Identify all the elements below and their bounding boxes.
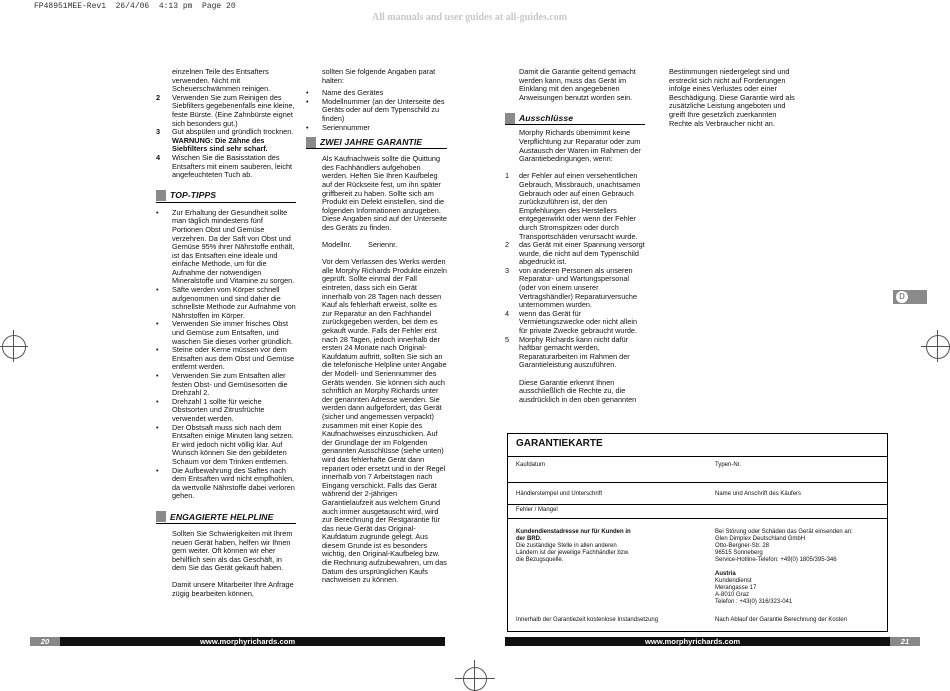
item-number: 3 [505,265,510,275]
page-number-right: 21 [890,637,920,646]
step-text: Gut abspülen und gründlich trocknen. [172,127,294,137]
footer-bar-right [505,637,890,646]
at-line: Merangasse 17 [715,585,757,591]
column-4 [669,68,799,128]
footer-bar-left [60,637,445,646]
exclusion-item: wenn das Gerät für Vermietungszwecke oder nicht allein für private Zwecke gebraucht wurde. [519,308,638,336]
print-header: FP48951MEE-Rev1 26/4/06 4:13 pm Page 20 [34,2,236,11]
registration-mark-bottom [463,667,487,691]
brd-text: Die zuständige Stelle in allen anderen Ländern ist der jeweilige Fachhändler bzw. die Bezugsquelle. [516,543,630,563]
brd-service-block [516,529,636,564]
step-number: 2 [156,92,161,102]
garantie-rights: Bestimmungen niedergelegt sind und erstreckt sich nicht auf Forderungen infolge eines Verlustes oder einer Beschädigung. Diese Garantie wird als zusätzliche Leistung angeboten und greift Ihre gesetzlich zuerkannten Rechte als Verbraucher nicht an. [669,67,795,128]
garantie-paragraph-1: Als Kaufnachweis sollte die Quittung des Fachhändlers aufgehoben werden. Heften Sie Ihren Kaufbeleg auf der Rückseite fest, um ihn später griffbereit zu haben. Sollte sich am Produkt ein Defekt einstellen, sind die folgenden Informationen anzugeben. Diese Angaben sind auf der Unterseite des Geräts zu finden. [322,154,447,232]
section-heading-ausschluesse [505,112,645,125]
registration-line-right [921,346,950,347]
registration-mark-right [926,335,950,359]
de-line: Glen Dimplex Deutschland GmbH [715,536,806,542]
watermark: All manuals and user guides at all-guides.com [372,12,568,23]
step-text: Verwenden Sie zum Reinigen des Siebfilters gegebenenfalls eine kleine, feste Bürste. (Eine Zahnbürste eignet sich besonders gut.) [172,92,295,128]
registration-line-bottom-h [455,678,495,679]
step-number: 4 [156,152,161,162]
model-label: Modellnr. [322,240,352,250]
warning-text: WARNUNG: Die Zähne des Siebfilters sind sehr scharf. [172,135,268,154]
at-heading: Austria [715,571,736,577]
registration-line-left-v [13,330,14,362]
footer-url-left[interactable]: www.morphyrichards.com [200,637,296,646]
tip-item: Verwenden Sie immer frisches Obst und Gemüse zum Entsaften, und waschen Sie dieses vorher gründlich. [172,319,293,346]
garantie-condition: Damit die Garantie geltend gemacht werden kann, muss das Gerät im Einklang mit den angegebenen Anweisungen benutzt worden sein. [519,67,636,102]
item-number: 1 [505,171,510,181]
item-number: 2 [505,240,510,250]
exclusion-item: der Fehler auf einen versehentlichen Gebrauch, Missbrauch, unachtsamen Gebrauch oder auf einen Gebrauch zurückzuführen ist, der den Empfehlungen des Herstellers entgegenwirkt oder wenn der Fehler durch Stromspitzen oder durch Transportschäden verursacht wurde. [519,171,641,241]
card-title: GARANTIEKARTE [516,438,603,449]
kaufdatum-label: Kaufdatum [516,462,546,468]
de-line: 96515 Sonneberg [715,550,763,556]
language-letter: D [896,291,908,303]
heading-label: ZWEI JAHRE GARANTIE [320,136,423,147]
page-number-left: 20 [30,637,60,646]
registration-line-right-v [937,330,938,362]
heading-label: TOP-TIPPS [170,190,217,201]
registration-line-left [0,346,28,347]
section-heading-top-tipps [156,190,296,203]
typen-nr-label: Typen-Nr. [715,462,742,468]
exclusion-item: Morphy Richards kann nicht dafür haftbar gemacht werden, Reparaturarbeiten im Rahmen der Garantieleistung auszuführen. [519,334,630,370]
footer-url-right[interactable]: www.morphyrichards.com [645,637,741,646]
heading-marker [156,190,166,201]
column-2: sollten Sie folgende Angaben parat halten: • Name des Gerätes • Modellnummer (an der Unterseite des Geräts oder auf dem Typenschild zu finden) • Seriennummer ZWEI JAHRE GARANTIE Als Kaufnachweis sollte die Quittung des Fachhändlers aufgehoben werden. Heften Sie Ihren Kaufbeleg auf der Rückseite fest, um ihn später griffbereit zu haben. Sollte sich am Produkt ein Defekt einstellen, sind die folgenden Informationen anzugeben. Diese Angaben sind auf der Unterseite des Geräts zu finden. Modellnr. Seriennr. Vor dem Verlassen des Werks werden alle Morphy Richards Produkte einzeln geprüft. Sollte einmal der Fall eintreten, dass sich ein Gerät innerhalb von 28 Tagen nach dessen Kauf als fehlerhaft erweist, sollte es zur Reparatur an den Fachhandel zurückgegeben werden, bei dem es gekauft wurde. Falls der Fehler erst nach 28 Tagen, jedoch innerhalb der ersten 24 Monate nach Original-Kaufdatum auftritt, sollten Sie sich an die telefonische Helpline unter Angabe der Modell- und Seriennummer des Geräts wenden. Sie können sich auch schriftlich an Morphy Richards unter der genannten Adresse wenden. Sie werden dann aufgefordert, das Gerät (sicher und angemessen verpackt) zusammen mit einer Kopie des Kaufnachweises einzuschicken. Auf der Grundlage der im Folgenden genannten Ausschlüsse (siehe unten) wird das fehlerhafte Gerät dann repariert oder ersetzt und in der Regel innerhalb von 7 Arbeitstagen nach Eingang verschickt. Falls das Gerät während der 2-jährigen Garantielaufzeit aus welchem Grund auch immer ausgetauscht wird, wird zur Berechnung der Restgarantie für das neue Gerät das Original-Kaufdatum zugrunde gelegt. Aus diesem Grunde ist es besonders wichtig, den Original-Kaufbeleg bzw. die Rechnung aufzubewahren, um das Datum des ursprünglichen Kaufs nachweisen zu können. [306,67,447,585]
registration-line-bottom-v [474,660,475,691]
ausschluesse-closing: Diese Garantie erkennt Ihnen ausschließlich die Rechte zu, die ausdrücklich in den oben genannten [519,377,637,404]
heading-marker [306,137,316,148]
de-address-block [715,529,885,606]
exclusion-item: von anderen Personen als unseren Reparatur- und Wartungspersonal (oder von einem unserer Vertragshändler) Reparaturversuche unternommen wurden. [519,265,638,310]
haendler-label: Händlerstempel und Unterschrift [516,491,603,497]
registration-mark-left [2,335,26,359]
info-item: Seriennummer [322,122,370,132]
card-footer-left: Innerhalb der Garantiezeit kostenlose Instandsetzung [516,617,659,623]
language-tab [893,290,927,304]
step-number: 3 [156,127,161,137]
info-item: Modellnummer (an der Unterseite des Geräts oder auf dem Typenschild zu finden) [322,96,445,123]
exclusion-item: das Gerät mit einer Spannung versorgt wurde, die nicht auf dem Typenschild abgedruckt ist. [519,240,645,267]
model-serial-row [306,241,447,250]
step-text: Wischen Sie die Basisstation des Entsafters mit einem sauberen, leicht angefeuchteten Tuch ab. [172,152,293,180]
section-heading-helpline [156,511,296,524]
tip-item: Steine oder Kerne müssen vor dem Entsaften aus dem Obst und Gemüse entfernt werden. [172,345,295,372]
at-line: A-8010 Graz [715,592,750,598]
de-line: Service-Hotline-Telefon: +49(0) 1805/395-346 [715,557,837,563]
info-item: Name des Gerätes [322,88,384,98]
column-3 [505,68,645,404]
garantie-paragraph-2: Vor dem Verlassen des Werks werden alle Morphy Richards Produkte einzeln geprüft. Sollte einmal der Fall eintreten, dass sich ein Gerät innerhalb von 28 Tagen nach dessen Kauf als fehlerhaft erweist, sollte es zur Reparatur an den Fachhandel zurückgegeben werden, bei dem es gekauft wurde. Falls der Fehler erst nach 28 Tagen, jedoch innerhalb der ersten 24 Monate nach Original-Kaufdatum auftritt, sollten Sie sich an die telefonische Helpline unter Angabe der Modell- und Seriennummer des Geräts wenden. Sie können sich auch schriftlich an Morphy Richards unter der genannten Adresse wenden. Sie werden dann aufgefordert, das Gerät (sicher und angemessen verpackt) zusammen mit einer Kopie des Kaufnachweises einzuschicken. Auf der Grundlage der im Folgenden genannten Ausschlüsse (siehe unten) wird das fehlerhafte Gerät dann repariert oder ersetzt und in der Regel innerhalb von 7 Arbeitstagen nach Eingang verschickt. Falls das Gerät während der 2-jährigen Garantielaufzeit aus welchem Grund auch immer ausgetauscht wird, wird zur Berechnung der Restgarantie für das neue Gerät das Original-Kaufdatum zugrunde gelegt. Aus diesem Grunde ist es besonders wichtig, den Original-Kaufbeleg bzw. die Rechnung aufzubewahren, um das Datum des ursprünglichen Kaufs nachweisen zu können. [322,257,447,585]
heading-marker [505,113,515,124]
tip-item: Drehzahl 1 sollte für weiche Obstsorten und Zitrusfrüchte verwendet werden. [172,396,265,423]
card-footer-right: Nach Ablauf der Garantie Berechnung der Kosten [715,617,848,623]
item-number: 5 [505,334,510,344]
at-line: Telefon : +43(0) 316/323-041 [715,599,793,605]
helpline-intro: sollten Sie folgende Angaben parat halten: [322,67,436,85]
tip-item: Verwenden Sie zum Entsaften aller festen Obst- und Gemüsesorten die Drehzahl 2. [172,371,288,398]
column-1: einzelnen Teile des Entsafters verwenden. Nicht mit Scheuerschwämmen reinigen. 2 Verwenden Sie zum Reinigen des Siebfilters gegebenenfalls eine kleine, feste Bürste. (Eine Zahnbürste eignet sich besonders gut.) 3 Gut abspülen und gründlich trocknen. WARNUNG: Die Zähne des Siebfilters sind sehr scharf. 4 Wischen Sie die Basisstation des Entsafters mit einem sauberen, leicht angefeuchteten Tuch ab. TOP-TIPPS • Zur Erhaltung der Gesundheit sollte man täglich mindestens fünf Portionen Obst und Gemüse verzehren. Da der Saft von Obst und Gemüse 95% ihrer Nährstoffe enthält, ist das Entsaften eine ideale und einfache Methode, um für die Aufnahme der notwendigen Mineralstoffe und Vitamine zu sorgen. • Säfte werden vom Körper schnell aufgenommen und sind daher die schnellste Methode zur Aufnahme von Nährstoffen im Körper. • Verwenden Sie immer frisches Obst und Gemüse zum Entsaften, und waschen Sie dieses vorher gründlich. • Steine oder Kerne müssen vor dem Entsaften aus dem Obst und Gemüse entfernt werden. • Verwenden Sie zum Entsaften aller festen Obst- und Gemüsesorten die Drehzahl 2. • Drehzahl 1 sollte für weiche Obstsorten und Zitrusfrüchte verwendet werden. • Der Obstsaft muss sich nach dem Entsaften einige Minuten lang setzen. Er wird jedoch nicht völlig klar. Auf Wunsch können Sie den gebildeten Schaum vor dem Trinken entfernen. • Die Aufbewahrung des Saftes nach dem Entsaften wird nicht empfhohlen, da wertvolle Nährstoffe dabei verloren gehen. ENGAGIERTE HELPLINE Sollten Sie Schwierigkeiten mit Ihrem neuen Gerät haben, helfen wir Ihnen gern weiter. Oft können wir eher behilflich sein als das Geschäft, in dem Sie das Gerät gekauft haben. Damit unsere Mitarbeiter Ihre Anfrage zügig bearbeiten können, [156,67,296,599]
garantiekarte [507,433,888,632]
helpline-paragraph-2: Damit unsere Mitarbeiter Ihre Anfrage zügig bearbeiten können, [172,580,294,599]
item-number: 4 [505,308,510,318]
de-line: Otto-Bergner-Str. 28 [715,543,770,549]
heading-label: Ausschlüsse [519,113,574,124]
at-line: Kundendienst [715,578,752,584]
serial-label: Seriennr. [368,240,398,250]
de-intro: Bei Störung oder Schäden das Gerät einsenden an: [715,529,853,535]
fehler-label: Fehler / Mangel [516,507,558,513]
tip-item: Die Aufbewahrung des Saftes nach dem Entsaften wird nicht empfhohlen, da wertvolle Nährstoffe dabei verloren gehen. [172,465,295,501]
tip-item: Säfte werden vom Körper schnell aufgenommen und sind daher die schnellste Methode zur Aufnahme von Nährstoffen im Körper. [172,285,296,320]
section-heading-garantie [306,136,447,149]
ausschluesse-intro: Morphy Richards übernimmt keine Verpflichtung zur Reparatur oder zum Austausch der Waren im Rahmen der Garantiebedingungen, wenn: [519,128,641,164]
kaeufer-label: Name und Anschrift des Käufers [715,491,802,497]
heading-label: ENGAGIERTE HELPLINE [170,511,274,522]
cleaning-intro: einzelnen Teile des Entsafters verwenden. Nicht mit Scheuerschwämmen reinigen. [172,67,271,94]
helpline-paragraph-1: Sollten Sie Schwierigkeiten mit Ihrem neuen Gerät haben, helfen wir Ihnen gern weiter. Oft können wir eher behilflich sein als das Geschäft, in dem Sie das Gerät gekauft haben. [172,528,293,573]
brd-heading: Kundendienstadresse nur für Kunden in der BRD. [516,529,631,542]
tip-item: Zur Erhaltung der Gesundheit sollte man täglich mindestens fünf Portionen Obst und Gemüse verzehren. Da der Saft von Obst und Gemüse 95% ihrer Nährstoffe enthält, ist das Entsaften eine ideale und einfache Methode, um für die Aufnahme der notwendigen Mineralstoffe und Vitamine zu sorgen. [172,207,295,286]
heading-marker [156,511,166,522]
tip-item: Der Obstsaft muss sich nach dem Entsaften einige Minuten lang setzen. Er wird jedoch nicht völlig klar. Auf Wunsch können Sie den gebildeten Schaum vor dem Trinken entfernen. [172,422,294,466]
